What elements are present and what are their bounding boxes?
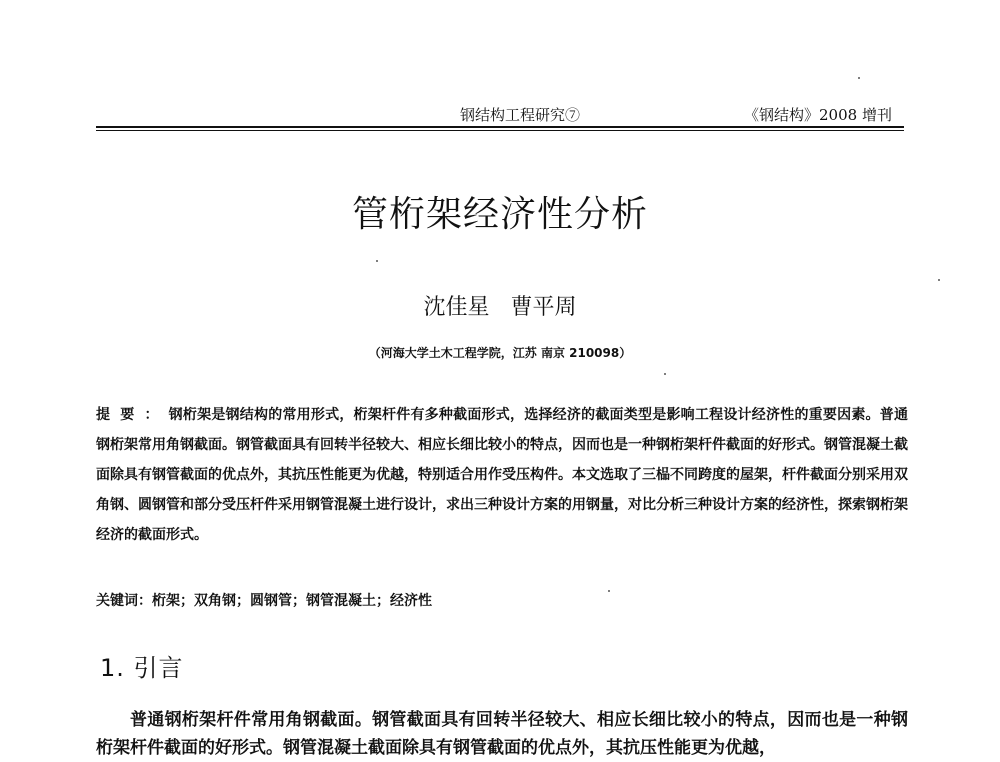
abstract-text: 钢桁架是钢结构的常用形式，桁架杆件有多种截面形式，选择经济的截面类型是影响工程设计经济性的重要因素。普通钢桁架常用角钢截面。钢管截面具有回转半径较大、相应长细比较小的特点，因而也是一种钢桁架杆件截面的好形式。钢管混凝土截面除具有钢管截面的优点外，其抗压性能更为优越，特别适合用作受压构件。本文选取了三榀不同跨度的屋架，杆件截面分别采用双角钢、圆钢管和部分受压杆件采用钢管混凝土进行设计，求出三种设计方案的用钢量，对比分析三种设计方案的经济性，探索钢桁架经济的截面形式。	[96, 407, 909, 543]
abstract	[96, 400, 908, 550]
scan-speck	[858, 77, 860, 79]
scan-speck	[938, 279, 940, 281]
keywords-text: 桁架；双角钢；圆钢管；钢管混凝土；经济性	[152, 593, 432, 609]
header-rule-thin	[96, 130, 904, 131]
paper-title: 管桁架经济性分析	[351, 194, 648, 235]
section-heading: 1. 引言	[100, 654, 184, 682]
abstract-label: 提要：	[96, 407, 169, 423]
scan-speck	[376, 260, 378, 262]
author-affiliation: （河海大学土木工程学院，江苏 南京 210098）	[368, 346, 632, 360]
keywords-label: 关键词：	[96, 593, 152, 609]
running-header-series: 钢结构工程研究⑦	[460, 106, 581, 124]
scan-speck	[664, 373, 666, 375]
running-header-journal: 《钢结构》2008 增刊	[744, 106, 892, 124]
body-paragraph: 普通钢桁架杆件常用角钢截面。钢管截面具有回转半径较大、相应长细比较小的特点，因而也是一种钢桁架杆件截面的好形式。钢管混凝土截面除具有钢管截面的优点外，其抗压性能更为优越，	[96, 710, 908, 758]
header-rule	[96, 126, 904, 128]
paper-authors: 沈佳星 曹平周	[423, 295, 577, 320]
keywords	[96, 590, 908, 610]
